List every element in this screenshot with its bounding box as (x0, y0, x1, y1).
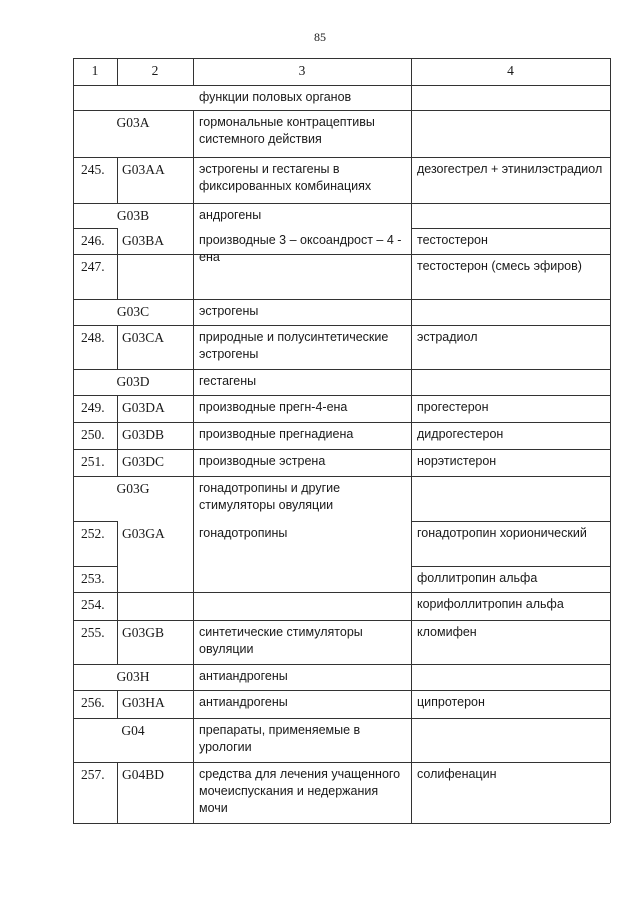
group-description: производные прегнадиена (199, 427, 354, 441)
row-number: 257. (81, 767, 105, 782)
group-description: гонадотропины и другие стимуляторы овуляции (199, 481, 341, 512)
table-rule (117, 592, 118, 620)
column-header-code: 2 (151, 63, 159, 78)
drug-name: прогестерон (417, 400, 489, 414)
table-rule (411, 566, 610, 567)
row-number: 246. (81, 233, 105, 248)
table-rule (193, 664, 194, 690)
table-rule (411, 58, 412, 823)
table-rule (193, 422, 194, 449)
table-rule (73, 521, 117, 522)
table-rule (73, 422, 610, 423)
table-rule (73, 823, 610, 824)
group-description: гормональные контрацептивы системного действия (199, 115, 375, 146)
drug-name: ципротерон (417, 695, 485, 709)
drug-name: эстрадиол (417, 330, 478, 344)
column-header-drug: 4 (507, 63, 514, 78)
atc-code: G03GA (122, 526, 165, 541)
table-rule (73, 228, 117, 229)
table-rule (193, 620, 194, 664)
group-code: G03H (116, 669, 150, 684)
page-number: 85 (314, 30, 326, 44)
table-rule (73, 620, 610, 621)
drug-name: тестостерон (смесь эфиров) (417, 259, 582, 273)
table-rule (117, 690, 118, 718)
table-rule (610, 58, 611, 823)
table-rule (193, 762, 194, 823)
table-rule (117, 325, 118, 369)
row-number: 252. (81, 526, 105, 541)
table-rule (73, 110, 610, 111)
group-description: гестагены (199, 374, 257, 388)
drug-name: дидрогестерон (417, 427, 504, 441)
table-rule (193, 690, 194, 718)
table-rule (117, 620, 118, 664)
table-rule (117, 254, 118, 299)
group-description: производные прегн-4-ена (199, 400, 348, 414)
row-number: 245. (81, 162, 105, 177)
drug-name: норэтистерон (417, 454, 497, 468)
table-rule (73, 395, 610, 396)
group-code: G03A (116, 115, 150, 130)
group-code: G04 (121, 723, 145, 738)
row-number: 255. (81, 625, 105, 640)
table-rule (73, 762, 610, 763)
group-description: антиандрогены (199, 695, 288, 709)
table-rule (193, 228, 194, 254)
atc-code: G03DA (122, 400, 165, 415)
column-header-group: 3 (298, 63, 306, 78)
atc-code: G03HA (122, 695, 165, 710)
atc-code: G03DC (122, 454, 165, 469)
table-rule (73, 325, 610, 326)
table-rule (117, 762, 118, 823)
group-code: G03G (116, 481, 150, 496)
table-rule (193, 592, 194, 620)
table-rule (117, 521, 118, 566)
group-description: производные эстрена (199, 454, 326, 468)
table-rule (193, 369, 194, 395)
table-rule (73, 449, 610, 450)
table-rule (411, 521, 610, 522)
table-rule (411, 228, 610, 229)
table-rule (193, 254, 194, 299)
group-description: антиандрогены (199, 669, 288, 683)
table-rule (193, 395, 194, 422)
group-description: функции половых органов (199, 90, 352, 104)
table-rule (193, 157, 194, 203)
table-rule (73, 476, 610, 477)
table-rule (193, 449, 194, 476)
row-number: 254. (81, 597, 105, 612)
row-number: 256. (81, 695, 105, 710)
table-rule (193, 110, 194, 157)
drug-name: дезогестрел + этинилэстрадиол (417, 162, 603, 176)
atc-code: G03CA (122, 330, 165, 345)
row-number: 250. (81, 427, 105, 442)
group-description: производные 3 – оксоандрост – 4 - ена (199, 233, 402, 264)
atc-code: G03BA (122, 233, 165, 248)
table-rule (117, 157, 118, 203)
table-rule (73, 299, 610, 300)
group-description: эстрогены (199, 304, 259, 318)
table-rule (117, 422, 118, 449)
table-rule (193, 521, 194, 566)
table-rule (73, 58, 74, 823)
table-rule (193, 58, 194, 85)
group-description: средства для лечения учащенного мочеиспускания и недержания мочи (199, 767, 401, 815)
drug-name: гонадотропин хорионический (417, 526, 587, 540)
row-number: 249. (81, 400, 105, 415)
table-rule (193, 718, 194, 762)
table-rule (73, 203, 610, 204)
drug-name: солифенацин (417, 767, 497, 781)
table-rule (193, 203, 194, 228)
table-rule (73, 566, 117, 567)
group-description: гонадотропины (199, 526, 288, 540)
table-rule (117, 228, 118, 254)
table-rule (73, 690, 610, 691)
atc-code: G03AA (122, 162, 165, 177)
group-code: G03B (116, 208, 150, 223)
drug-name: тестостерон (417, 233, 488, 247)
group-description: андрогены (199, 208, 262, 222)
group-description: препараты, применяемые в урологии (199, 723, 361, 754)
group-code: G03D (116, 374, 150, 389)
atc-code: G03GB (122, 625, 165, 640)
column-header-number: 1 (91, 63, 99, 78)
table-rule (193, 476, 194, 521)
group-description: природные и полусинтетические эстрогены (199, 330, 389, 361)
table-rule (193, 325, 194, 369)
group-code: G03C (116, 304, 150, 319)
group-description: эстрогены и гестагены в фиксированных комбинациях (199, 162, 372, 193)
table-rule (73, 369, 610, 370)
row-number: 251. (81, 454, 105, 469)
table-rule (117, 58, 118, 85)
table-rule (73, 85, 610, 86)
drug-name: корифоллитропин альфа (417, 597, 564, 611)
table-rule (117, 449, 118, 476)
table-rule (73, 718, 610, 719)
drug-name: кломифен (417, 625, 477, 639)
table-rule (73, 664, 610, 665)
table-rule (73, 58, 610, 59)
atc-code: G03DB (122, 427, 165, 442)
row-number: 248. (81, 330, 105, 345)
table-rule (73, 157, 610, 158)
atc-code: G04BD (122, 767, 165, 782)
table-rule (193, 566, 194, 592)
group-description: синтетические стимуляторы овуляции (199, 625, 363, 656)
table-rule (117, 395, 118, 422)
table-rule (193, 299, 194, 325)
row-number: 247. (81, 259, 105, 274)
row-number: 253. (81, 571, 105, 586)
drug-name: фоллитропин альфа (417, 571, 538, 585)
table-rule (117, 566, 118, 592)
